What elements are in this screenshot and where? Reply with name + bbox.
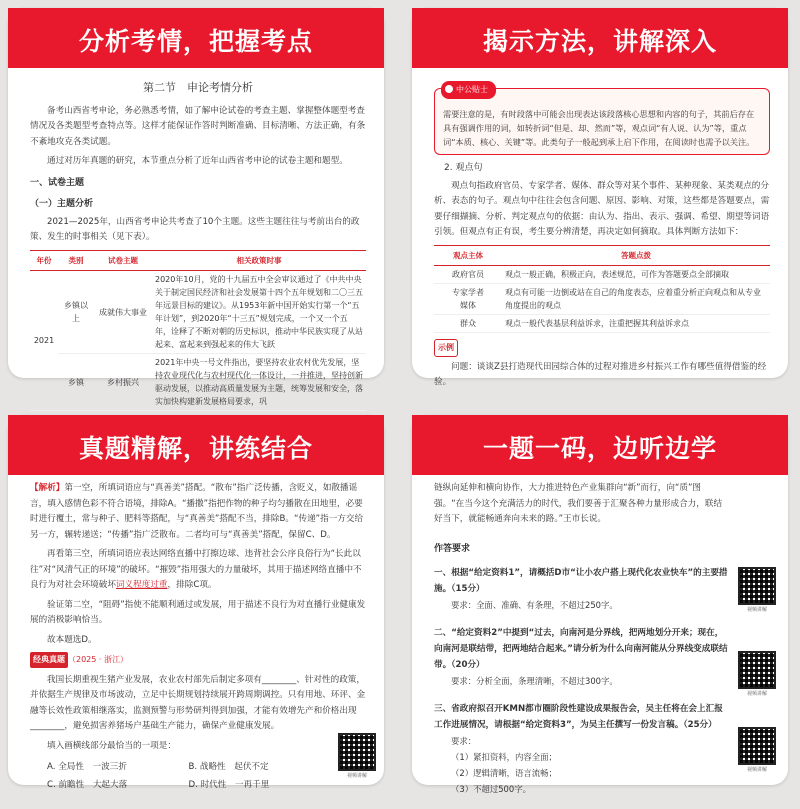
table-header: 试卷主题 — [94, 250, 152, 271]
card-title: 真题精解，讲练结合 — [78, 434, 313, 463]
section-title: 第二节 申论考情分析 — [143, 81, 253, 94]
tip-cell: 观点一般代表基层利益诉求，注重把握其利益诉求点 — [502, 315, 770, 333]
card-practice — [8, 415, 384, 790]
example-tag: 示例 — [434, 339, 458, 357]
qr-code-icon[interactable] — [738, 567, 776, 605]
qr-code-icon[interactable] — [738, 651, 776, 689]
subject-cell: 专家学者 媒体 — [434, 284, 502, 315]
paragraph: 通过对历年真题的研究，本节重点分析了近年山西省考申论的试卷主题和题型。 — [47, 156, 348, 166]
card-header — [412, 8, 788, 68]
paragraph: 填入画横线部分最恰当的一项是： — [47, 740, 176, 751]
paragraph: 备考山西省考申论，务必熟悉考情，如了解申论试卷的考查主题、掌握整体题型考查情况及各类题型考查特点等。这样才能保证作答时判断准确、目标清晰、方法正确，有条不紊地攻克各类试题。 — [30, 105, 366, 147]
table-header: 答题点拨 — [502, 245, 770, 266]
card-analysis — [8, 8, 384, 406]
qr-label: 视频讲解 — [746, 691, 767, 697]
card-body — [8, 68, 384, 406]
subject-cell: 群众 — [434, 315, 502, 333]
question-item: 一、根据“给定资料1”，请概括D市“让小农户搭上现代化农业快车”的主要措施。（15分） 要求：全面、准确、有条理，不超过250字。 — [434, 568, 728, 610]
card-header — [412, 415, 788, 475]
sub-heading: 2. 观点句 — [444, 163, 483, 173]
table-row — [434, 315, 770, 333]
question-text: 问题：谈谈Z县打造现代田园综合体的过程对推进乡村振兴工作有哪些值得借鉴的经验。 — [434, 361, 767, 387]
topic-cell: 成就伟大事业 — [94, 271, 152, 354]
table-header: 相关政策时事 — [152, 250, 366, 271]
table-row — [434, 266, 770, 284]
policy-cell: 2020年10月，党的十九届五中全会审议通过了《中共中央关于制定国民经济和社会发展第十四个五年规划和二〇三五年远景目标的建议》。从1953年新中国开始实行第一个“五年计划”，到2020年“十三五”规划完成，一个又一个五年，诠释了不断对朝的历史标识，推动中华民族实现了从站起来、富起来到强起来的伟大飞跃 — [152, 271, 366, 354]
topic-cell: 乡村振兴 — [94, 354, 152, 411]
subject-cell: 政府官员 — [434, 266, 502, 284]
paragraph: 故本题选D。 — [47, 634, 97, 645]
card-body — [8, 475, 384, 790]
type-cell: 乡镇 — [58, 354, 94, 411]
card-title: 揭示方法，讲解深入 — [482, 27, 717, 56]
topic-table — [30, 250, 366, 412]
heading: （一）主题分析 — [30, 199, 94, 209]
qr-code-icon[interactable] — [738, 727, 776, 765]
req-item: （1）紧扣资料，内容全面； — [451, 752, 557, 762]
table-row — [434, 284, 770, 315]
exam-tag: 经典真题 — [30, 652, 68, 668]
card-header — [8, 415, 384, 475]
qr-code-icon[interactable] — [338, 733, 376, 771]
paragraph: 我国长期重视生猪产业发展，农业农村部先后制定多项有________、针对性的政策，并依据生产规律及市场波动，立足中长期规划持续展开跨周期调控。只有用地、环评、金融等长效性政策相继落实，监测预警与形势研判得到加强，才能有效增先产和价格出现________，避免损害养猪场户基础生产能力，确保产业健康发展。 — [30, 674, 366, 731]
option-a[interactable]: A. 全局性 一波三折 — [47, 762, 127, 772]
options — [47, 758, 322, 794]
tip-text: 需要注意的是，有时段落中可能会出现表达该段落核心思想和内容的句子，其前后存在具有强调作用的词，如转折词“但是、却、然而”等，观点词“有人说、认为”等，重点词“本质、核心、关键”等。此类句子一般起到承上启下作用，在阅读时也需予以关注。 — [443, 109, 755, 147]
paragraph: 2021—2025年，山西省考申论共考查了10个主题。这些主题往往与考前出台的政策、发生的时事相关（见下表）。 — [30, 216, 360, 242]
tip-icon — [445, 85, 453, 93]
analysis-tag: 【解析】 — [30, 483, 65, 493]
paragraph: 观点句指政府官员、专家学者、媒体、群众等对某个事件、某种现象、某类观点的分析、表态的句子。观点句中往往会包含问题、原因、影响、对策，这些都是答题要点，需要仔细撷摘、分析、判定观点句的依据：由认为、指出、表示、强调、希望、期望等词语引领。但观点有正有误，考生要分辨清楚，再决定如何摘取。具体判断方法如下： — [434, 180, 770, 237]
card-qr-learning — [412, 415, 788, 794]
paragraph: 【解析】第一空，所填词语应与“真善美”搭配。“散布”指广泛传播，含贬义，如散播谣言，填入感情色彩不符合语境，排除A。“播撒”指把作物的种子均匀播散在田地里，必要时进行覆土，常与种子、肥料等搭配，与“真善美”搭配不当，排除B。“传递”指一方交给另一方，辗转递送；“传播”指广泛散布。二者均可与“真善美”搭配，保留C、D。 — [30, 483, 364, 540]
card-title: 分析考情，把握考点 — [78, 27, 313, 56]
card-title: 一题一码，边听边学 — [482, 434, 717, 463]
paragraph: 验证第二空，“阻碍”指使不能顺利通过或发展，用于描述不良行为对直播行业健康发展的消极影响恰当。 — [30, 599, 366, 625]
question-item: 三、省政府拟召开KMN都市圈阶段性建设成果报告会，吴主任将在会上汇报工作进展情况，请根据“给定资料3”，为吴主任撰写一份发言稿。（25分） 要求： （1）紧扣资料，内容全面； （2）逻辑清晰，语言流畅； （3）不超过500字。 — [434, 701, 730, 797]
table-row — [30, 271, 366, 354]
option-c[interactable]: C. 前瞻性 大起大落 — [47, 780, 128, 790]
qr-label: 视频讲解 — [746, 767, 767, 773]
card-body — [412, 475, 788, 794]
card-body — [412, 68, 788, 387]
req-item: （2）逻辑清晰，语言流畅； — [451, 768, 557, 778]
viewpoint-table — [434, 245, 770, 334]
tip-cell: 观点一般正确，积极正向，表述规范，可作为答题要点全部摘取 — [502, 266, 770, 284]
type-cell: 乡镇以上 — [58, 271, 94, 354]
tip-box — [434, 85, 770, 155]
table-header: 观点主体 — [434, 245, 502, 266]
table-header: 年份 — [30, 250, 58, 271]
question-item: 二、“给定资料2”中提到“过去，向南河是分界线，把两地划分开来；现在，向南河是联结带，把两地结合起来。”请分析为什么向南河能从分界线变成联结带。（20分） 要求：分析全面，条理清晰，不超过300字。 — [434, 628, 728, 686]
req-item: （3）不超过500字。 — [451, 784, 531, 794]
req-title: 作答要求 — [434, 543, 471, 554]
highlight-text: 词义程度过重 — [115, 580, 168, 590]
card-header — [8, 8, 384, 68]
table-header: 类别 — [58, 250, 94, 271]
tip-cell: 观点有可能一边倒或站在自己的角度表态，应着重分析正向观点和从专业角度提出的观点 — [502, 284, 770, 315]
paragraph: 链纵向延伸和横向协作，大力推进特色产业集群向“新”而行，向“质”图强。“在当今这个充满活力的时代，我们要善于汇聚各种力量形成合力，联结好当下，就能畅通奔向未来的路。”王市长说。 — [434, 483, 723, 524]
heading: 一、试卷主题 — [30, 177, 85, 188]
policy-cell: 2021年中央一号文件指出，要坚持农业农村优先发展，坚持农业现代化与农村现代化一体设计，一并推进，坚持创新驱动发展，以推动高质量发展为主题，统筹发展和安全，落实加快构建新发展格局要求，巩 — [152, 354, 366, 411]
card-method — [412, 8, 788, 387]
tip-tag: 中公贴士 — [441, 81, 496, 99]
qr-label: 视频讲解 — [746, 607, 767, 613]
table-row — [30, 354, 366, 411]
option-b[interactable]: B. 战略性 起伏不定 — [188, 762, 269, 772]
paragraph: 再看第三空，所填词语应表达网络直播中打擦边球、违背社会公序良俗行为“长此以往”对“风清气正的环境”的破坏。“摧毁”指用强大的力量破坏，其用于描述网络直播中不良行为对社会环境破坏词义程度过重，排除C项。 — [30, 549, 362, 590]
qr-label: 视频讲解 — [346, 773, 367, 779]
year-cell: 2021 — [30, 271, 58, 411]
option-d[interactable]: D. 时代性 一再千里 — [188, 780, 270, 790]
exam-source: （2025 · 浙江） — [68, 655, 128, 664]
